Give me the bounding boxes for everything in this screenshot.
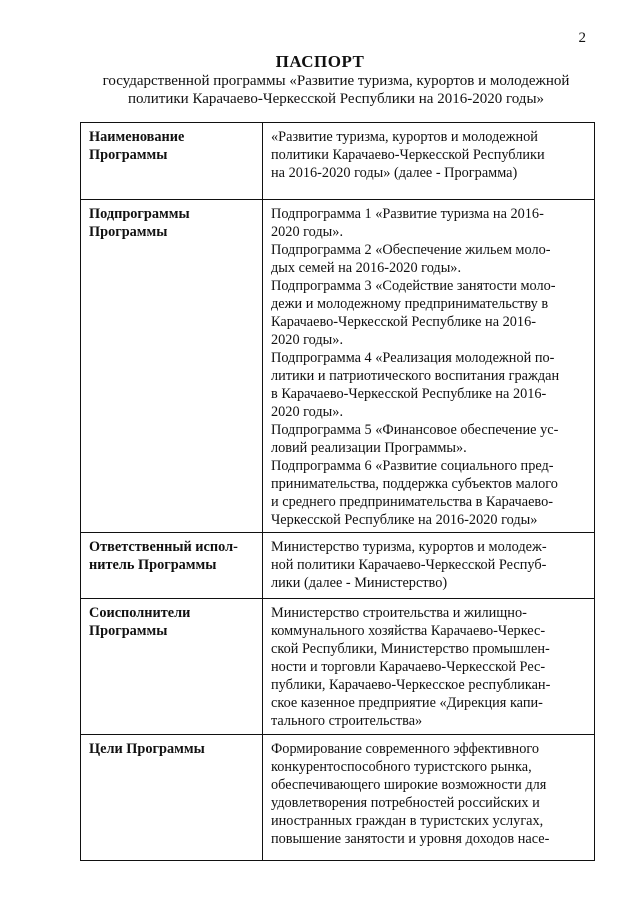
document-subtitle: [84, 72, 588, 108]
value-line: «Развитие туризма, курортов и молодежной: [271, 129, 538, 145]
row-value: [263, 735, 595, 861]
row-value: [263, 200, 595, 533]
value-line: удовлетворения потребностей российских и: [271, 795, 540, 811]
value-line: ной политики Карачаево-Черкесской Респуб-: [271, 557, 547, 573]
document-title: ПАСПОРТ: [275, 52, 365, 71]
value-line: Подпрограмма 4 «Реализация молодежной по-: [271, 350, 555, 366]
value-line: конкурентоспособного туристского рынка,: [271, 759, 532, 775]
value-line: Подпрограмма 6 «Развитие социального пред-: [271, 458, 554, 474]
row-label: [81, 735, 263, 861]
value-line: в Карачаево-Черкесской Республике на 2016-: [271, 386, 547, 402]
value-line: литики и патриотического воспитания граждан: [271, 368, 560, 384]
table-row-co-executors: [81, 599, 595, 735]
label-line: Программы: [89, 147, 168, 163]
row-value: [263, 123, 595, 200]
table-row-program-name: [81, 123, 595, 200]
value-line: дежи и молодежному предпринимательству в: [271, 296, 549, 312]
value-line: публики, Карачаево-Черкесское республикан-: [271, 677, 551, 693]
label-line: Соисполнители: [89, 605, 191, 621]
value-line: 2020 годы».: [271, 224, 344, 240]
value-line: и среднего предпринимательства в Карачаево-: [271, 494, 553, 510]
label-line: Программы: [89, 623, 168, 639]
value-line: Подпрограмма 5 «Финансовое обеспечение ус-: [271, 422, 559, 438]
value-line: политики Карачаево-Черкесской Республики: [271, 147, 545, 163]
label-line: Подпрограммы: [89, 206, 190, 222]
value-line: повышение занятости и уровня доходов насе-: [271, 831, 550, 847]
value-line: Карачаево-Черкесской Республике на 2016-: [271, 314, 536, 330]
value-line: ности и торговли Карачаево-Черкесской Рес-: [271, 659, 546, 675]
value-line: 2020 годы».: [271, 332, 344, 348]
value-line: принимательства, поддержка субъектов малого: [271, 476, 558, 492]
value-line: ской Республики, Министерство промышлен-: [271, 641, 550, 657]
value-line: коммунального хозяйства Карачаево-Черкес-: [271, 623, 546, 639]
value-line: ское казенное предприятие «Дирекция капи-: [271, 695, 543, 711]
row-label: [81, 123, 263, 200]
value-line: на 2016-2020 годы» (далее - Программа): [271, 165, 518, 181]
subtitle-line: государственной программы «Развитие туризма, курортов и молодежной: [102, 73, 570, 89]
value-line: Формирование современного эффективного: [271, 741, 540, 757]
table-row-responsible-executor: [81, 533, 595, 599]
label-line: Наименование: [89, 129, 185, 145]
label-line: нитель Программы: [89, 557, 217, 573]
label-line: Ответственный испол-: [89, 539, 238, 555]
row-value: [263, 599, 595, 735]
value-line: Подпрограмма 2 «Обеспечение жильем моло-: [271, 242, 551, 258]
row-label: [81, 200, 263, 533]
value-line: 2020 годы».: [271, 404, 344, 420]
value-line: ловий реализации Программы».: [271, 440, 467, 456]
passport-table: [80, 122, 595, 861]
table-row-subprograms: [81, 200, 595, 533]
page-number: 2: [578, 30, 586, 46]
value-line: лики (далее - Министерство): [271, 575, 448, 591]
value-line: Черкесской Республике на 2016-2020 годы»: [271, 512, 538, 528]
label-line: Цели Программы: [89, 741, 205, 757]
row-label: [81, 533, 263, 599]
value-line: Подпрограмма 1 «Развитие туризма на 2016-: [271, 206, 544, 222]
subtitle-line: политики Карачаево-Черкесской Республики на 2016-2020 годы»: [127, 91, 545, 107]
row-label: [81, 599, 263, 735]
value-line: тального строительства»: [271, 713, 423, 729]
value-line: иностранных граждан в туристских услугах,: [271, 813, 544, 829]
table-row-goals: [81, 735, 595, 861]
value-line: обеспечивающего широкие возможности для: [271, 777, 547, 793]
row-value: [263, 533, 595, 599]
value-line: Министерство туризма, курортов и молодеж-: [271, 539, 547, 555]
value-line: дых семей на 2016-2020 годы».: [271, 260, 462, 276]
value-line: Подпрограмма 3 «Содействие занятости моло-: [271, 278, 556, 294]
label-line: Программы: [89, 224, 168, 240]
value-line: Министерство строительства и жилищно-: [271, 605, 527, 621]
